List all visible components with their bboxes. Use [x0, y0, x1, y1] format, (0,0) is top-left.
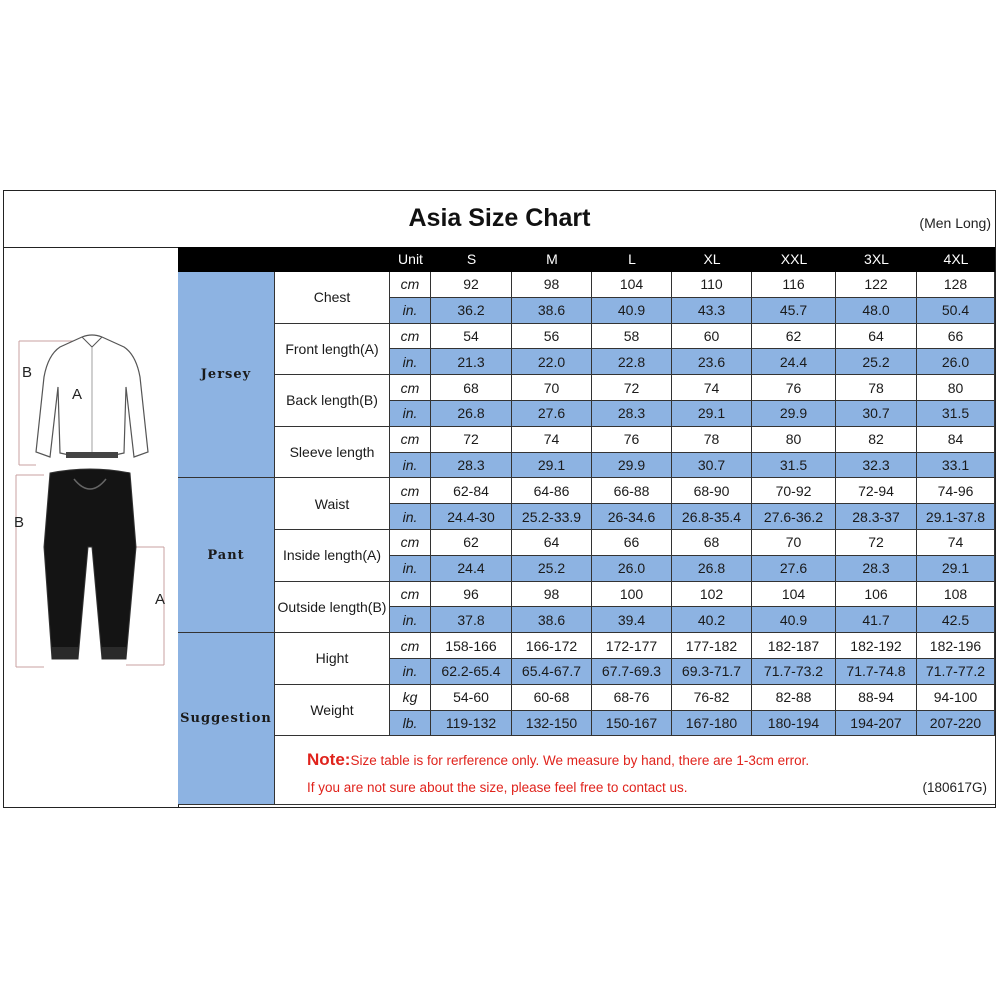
value-cell: 40.9	[752, 607, 836, 633]
value-cell: 84	[917, 427, 995, 453]
value-cell: 74	[672, 375, 752, 401]
value-cell: 76	[752, 375, 836, 401]
note-line-1	[307, 750, 809, 770]
value-cell: 66-88	[592, 478, 672, 504]
value-cell: 26.8	[672, 556, 752, 582]
value-cell: 62-84	[431, 478, 512, 504]
value-cell: 39.4	[592, 607, 672, 633]
value-cell: 28.3	[836, 556, 917, 582]
measure-label: Hight	[275, 633, 390, 685]
value-cell: 158-166	[431, 633, 512, 659]
header-size-3xl: 3XL	[864, 251, 889, 267]
header-size-s: S	[466, 251, 477, 267]
size-chart	[3, 190, 996, 808]
unit-cell: in.	[390, 607, 431, 633]
value-cell: 80	[917, 375, 995, 401]
chart-title: Asia Size Chart	[408, 204, 591, 232]
group-label-pant: Pant	[178, 478, 275, 633]
value-cell: 70	[752, 530, 836, 556]
value-cell: 74	[512, 427, 592, 453]
value-cell: 72	[836, 530, 917, 556]
measure-label: Waist	[275, 478, 390, 530]
value-cell: 74	[917, 530, 995, 556]
value-cell: 28.3	[431, 453, 512, 479]
value-cell: 28.3	[592, 401, 672, 427]
value-cell: 29.1	[672, 401, 752, 427]
value-cell: 40.9	[592, 298, 672, 324]
value-cell: 26.0	[592, 556, 672, 582]
value-cell: 82	[836, 427, 917, 453]
value-cell: 26.8	[431, 401, 512, 427]
unit-cell: kg	[390, 685, 431, 711]
value-cell: 22.8	[592, 349, 672, 375]
value-cell: 180-194	[752, 711, 836, 737]
value-cell: 29.9	[592, 453, 672, 479]
value-cell: 21.3	[431, 349, 512, 375]
value-cell: 100	[592, 582, 672, 608]
group-label-suggestion: Suggestion	[178, 633, 275, 805]
value-cell: 27.6-36.2	[752, 504, 836, 530]
value-cell: 70-92	[752, 478, 836, 504]
value-cell: 66	[592, 530, 672, 556]
unit-cell: cm	[390, 272, 431, 298]
unit-cell: in.	[390, 504, 431, 530]
value-cell: 80	[752, 427, 836, 453]
value-cell: 23.6	[672, 349, 752, 375]
value-cell: 25.2-33.9	[512, 504, 592, 530]
value-cell: 64-86	[512, 478, 592, 504]
title-row	[4, 191, 995, 248]
unit-cell: cm	[390, 582, 431, 608]
value-cell: 60-68	[512, 685, 592, 711]
value-cell: 24.4	[752, 349, 836, 375]
pant-outside-label: B	[14, 514, 25, 531]
measure-label: Back length(B)	[275, 375, 390, 427]
unit-cell: in.	[390, 349, 431, 375]
value-cell: 29.9	[752, 401, 836, 427]
value-cell: 32.3	[836, 453, 917, 479]
header-size-m: M	[546, 251, 558, 267]
value-cell: 26.0	[917, 349, 995, 375]
value-cell: 106	[836, 582, 917, 608]
value-cell: 31.5	[917, 401, 995, 427]
value-cell: 108	[917, 582, 995, 608]
value-cell: 45.7	[752, 298, 836, 324]
value-cell: 74-96	[917, 478, 995, 504]
group-label-jersey: Jersey	[178, 272, 275, 478]
measure-label: Weight	[275, 685, 390, 737]
value-cell: 150-167	[592, 711, 672, 737]
value-cell: 58	[592, 324, 672, 350]
unit-cell: in.	[390, 401, 431, 427]
value-cell: 69.3-71.7	[672, 659, 752, 685]
value-cell: 48.0	[836, 298, 917, 324]
value-cell: 56	[512, 324, 592, 350]
jersey-height-label: B	[22, 364, 33, 381]
value-cell: 94-100	[917, 685, 995, 711]
value-cell: 30.7	[836, 401, 917, 427]
unit-cell: cm	[390, 427, 431, 453]
measure-label: Outside length(B)	[275, 582, 390, 634]
value-cell: 76-82	[672, 685, 752, 711]
unit-cell: in.	[390, 659, 431, 685]
value-cell: 182-196	[917, 633, 995, 659]
value-cell: 128	[917, 272, 995, 298]
unit-cell: lb.	[390, 711, 431, 737]
unit-cell: in.	[390, 556, 431, 582]
value-cell: 24.4	[431, 556, 512, 582]
value-cell: 38.6	[512, 298, 592, 324]
value-cell: 37.8	[431, 607, 512, 633]
value-cell: 102	[672, 582, 752, 608]
note-line-2: If you are not sure about the size, please feel free to contact us.	[307, 780, 688, 796]
unit-cell: in.	[390, 453, 431, 479]
value-cell: 64	[512, 530, 592, 556]
note-text-1: Size table is for rerference only. We measure by hand, there are 1-3cm error.	[350, 753, 810, 769]
jersey-width-label: A	[72, 386, 83, 403]
value-cell: 68	[672, 530, 752, 556]
chart-subtitle: (Men Long)	[919, 215, 991, 231]
value-cell: 207-220	[917, 711, 995, 737]
unit-cell: cm	[390, 530, 431, 556]
value-cell: 67.7-69.3	[592, 659, 672, 685]
value-cell: 26.8-35.4	[672, 504, 752, 530]
value-cell: 29.1	[512, 453, 592, 479]
value-cell: 29.1	[917, 556, 995, 582]
value-cell: 42.5	[917, 607, 995, 633]
value-cell: 26-34.6	[592, 504, 672, 530]
value-cell: 82-88	[752, 685, 836, 711]
jersey-icon	[36, 335, 148, 458]
value-cell: 25.2	[512, 556, 592, 582]
pants-icon	[44, 469, 136, 659]
value-cell: 182-187	[752, 633, 836, 659]
value-cell: 182-192	[836, 633, 917, 659]
value-cell: 64	[836, 324, 917, 350]
value-cell: 68-76	[592, 685, 672, 711]
value-cell: 62	[431, 530, 512, 556]
measure-label: Chest	[275, 272, 390, 324]
value-cell: 76	[592, 427, 672, 453]
value-cell: 71.7-74.8	[836, 659, 917, 685]
value-cell: 22.0	[512, 349, 592, 375]
value-cell: 71.7-77.2	[917, 659, 995, 685]
value-cell: 177-182	[672, 633, 752, 659]
value-cell: 104	[752, 582, 836, 608]
unit-cell: cm	[390, 375, 431, 401]
note-code: (180617G)	[922, 780, 987, 796]
value-cell: 54	[431, 324, 512, 350]
value-cell: 116	[752, 272, 836, 298]
value-cell: 41.7	[836, 607, 917, 633]
value-cell: 92	[431, 272, 512, 298]
unit-cell: cm	[390, 478, 431, 504]
header-unit: Unit	[398, 251, 423, 267]
value-cell: 88-94	[836, 685, 917, 711]
header-size-xl: XL	[703, 251, 721, 267]
value-cell: 110	[672, 272, 752, 298]
value-cell: 60	[672, 324, 752, 350]
unit-cell: cm	[390, 324, 431, 350]
note-label: Note:	[307, 750, 351, 770]
value-cell: 172-177	[592, 633, 672, 659]
value-cell: 50.4	[917, 298, 995, 324]
value-cell: 78	[836, 375, 917, 401]
note-area	[275, 736, 995, 805]
value-cell: 28.3-37	[836, 504, 917, 530]
value-cell: 167-180	[672, 711, 752, 737]
value-cell: 38.6	[512, 607, 592, 633]
value-cell: 119-132	[431, 711, 512, 737]
value-cell: 27.6	[752, 556, 836, 582]
garment-figure	[4, 247, 179, 807]
header-size-l: L	[628, 251, 636, 267]
value-cell: 98	[512, 582, 592, 608]
value-cell: 96	[431, 582, 512, 608]
value-cell: 104	[592, 272, 672, 298]
value-cell: 62	[752, 324, 836, 350]
value-cell: 43.3	[672, 298, 752, 324]
garment-illustration	[4, 247, 178, 807]
value-cell: 66	[917, 324, 995, 350]
value-cell: 31.5	[752, 453, 836, 479]
measure-label: Front length(A)	[275, 324, 390, 376]
header-size-xxl: XXL	[780, 251, 808, 267]
value-cell: 65.4-67.7	[512, 659, 592, 685]
value-cell: 36.2	[431, 298, 512, 324]
value-cell: 194-207	[836, 711, 917, 737]
value-cell: 166-172	[512, 633, 592, 659]
measure-label: Inside length(A)	[275, 530, 390, 582]
value-cell: 27.6	[512, 401, 592, 427]
value-cell: 71.7-73.2	[752, 659, 836, 685]
value-cell: 72	[431, 427, 512, 453]
value-cell: 30.7	[672, 453, 752, 479]
value-cell: 132-150	[512, 711, 592, 737]
unit-cell: cm	[390, 633, 431, 659]
value-cell: 68	[431, 375, 512, 401]
measure-label: Sleeve length	[275, 427, 390, 479]
value-cell: 78	[672, 427, 752, 453]
value-cell: 54-60	[431, 685, 512, 711]
value-cell: 122	[836, 272, 917, 298]
pant-inside-label: A	[155, 591, 166, 608]
value-cell: 72	[592, 375, 672, 401]
value-cell: 68-90	[672, 478, 752, 504]
value-cell: 70	[512, 375, 592, 401]
value-cell: 62.2-65.4	[431, 659, 512, 685]
value-cell: 40.2	[672, 607, 752, 633]
value-cell: 29.1-37.8	[917, 504, 995, 530]
value-cell: 24.4-30	[431, 504, 512, 530]
value-cell: 72-94	[836, 478, 917, 504]
unit-cell: in.	[390, 298, 431, 324]
value-cell: 25.2	[836, 349, 917, 375]
value-cell: 33.1	[917, 453, 995, 479]
header-size-4xl: 4XL	[943, 251, 969, 267]
value-cell: 98	[512, 272, 592, 298]
